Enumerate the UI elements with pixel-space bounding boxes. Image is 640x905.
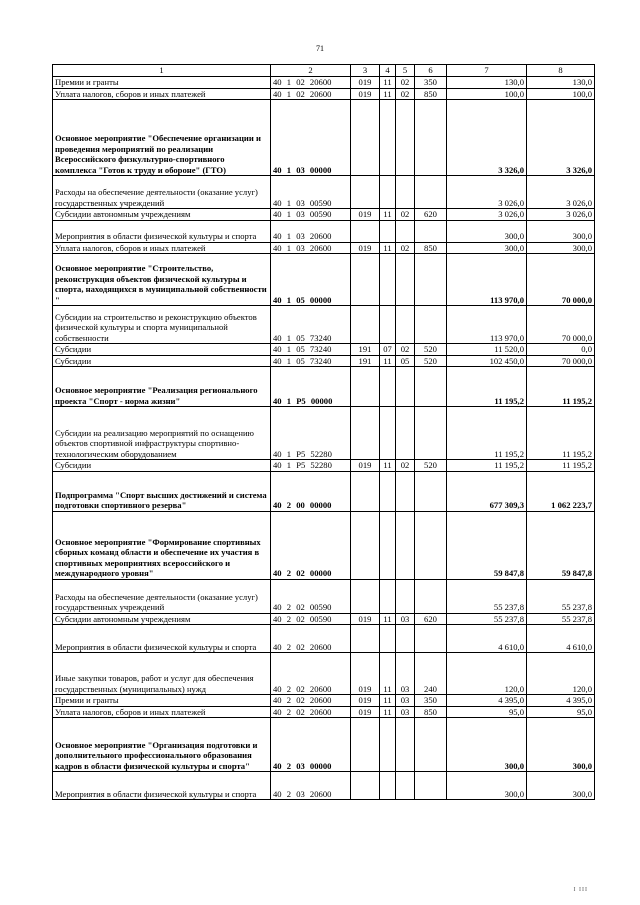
department-code: 019: [351, 706, 380, 718]
column-number: 7: [447, 65, 527, 77]
department-code: 019: [351, 653, 380, 695]
expense-type: 350: [415, 695, 447, 707]
expense-type: 620: [415, 209, 447, 221]
amount-col8: 55 237,8: [527, 579, 595, 613]
subsection-code: 02: [396, 344, 415, 356]
classification-code: 40 2 02 20600: [271, 653, 351, 695]
column-number: 5: [396, 65, 415, 77]
classification-code: 40 1 03 00590: [271, 209, 351, 221]
amount-col7: 55 237,8: [447, 579, 527, 613]
classification-code: 40 1 03 00000: [271, 100, 351, 176]
row-name: Мероприятия в области физической культуры и спорта: [53, 220, 271, 242]
amount-col7: 300,0: [447, 772, 527, 800]
amount-col7: 677 309,3: [447, 471, 527, 511]
amount-col8: 11 195,2: [527, 460, 595, 472]
subsection-code: [396, 407, 415, 460]
row-name: Субсидии на реализацию мероприятий по оснащению объектов спортивной инфраструктуры спортивно-технологическим оборудованием: [53, 407, 271, 460]
row-name: Уплата налогов, сборов и иных платежей: [53, 242, 271, 254]
amount-col8: 11 195,2: [527, 407, 595, 460]
section-code: [380, 579, 396, 613]
amount-col7: 113 970,0: [447, 254, 527, 306]
column-number: 8: [527, 65, 595, 77]
amount-col8: 55 237,8: [527, 613, 595, 625]
expense-type: [415, 718, 447, 772]
subsection-code: [396, 306, 415, 344]
amount-col8: 70 000,0: [527, 306, 595, 344]
table-row: [53, 460, 595, 472]
amount-col7: 4 610,0: [447, 625, 527, 653]
row-name: Субсидии: [53, 344, 271, 356]
subsection-code: 02: [396, 88, 415, 100]
section-code: [380, 100, 396, 176]
table-row: [53, 254, 595, 306]
section-code: [380, 220, 396, 242]
table-row: [53, 355, 595, 367]
classification-code: 40 1 P5 52280: [271, 407, 351, 460]
amount-col8: 3 326,0: [527, 100, 595, 176]
column-numbers-row: [53, 65, 595, 77]
amount-col7: 130,0: [447, 77, 527, 89]
table-row: [53, 306, 595, 344]
column-number: 2: [271, 65, 351, 77]
table-row: [53, 653, 595, 695]
subsection-code: 02: [396, 209, 415, 221]
amount-col8: 95,0: [527, 706, 595, 718]
amount-col7: 11 520,0: [447, 344, 527, 356]
expense-type: [415, 471, 447, 511]
department-code: 019: [351, 460, 380, 472]
department-code: [351, 176, 380, 209]
department-code: [351, 625, 380, 653]
department-code: [351, 100, 380, 176]
section-code: 11: [380, 653, 396, 695]
table-row: [53, 344, 595, 356]
classification-code: 40 2 02 20600: [271, 625, 351, 653]
table-row: [53, 220, 595, 242]
row-name: Мероприятия в области физической культуры и спорта: [53, 625, 271, 653]
section-code: [380, 306, 396, 344]
row-name: Премии и гранты: [53, 695, 271, 707]
expense-type: [415, 220, 447, 242]
department-code: 019: [351, 77, 380, 89]
expense-type: 850: [415, 706, 447, 718]
table-row: [53, 706, 595, 718]
table-row: [53, 367, 595, 407]
table-row: [53, 579, 595, 613]
amount-col7: 59 847,8: [447, 511, 527, 579]
section-code: [380, 511, 396, 579]
amount-col8: 59 847,8: [527, 511, 595, 579]
table-row: [53, 100, 595, 176]
amount-col8: 130,0: [527, 77, 595, 89]
table-row: [53, 88, 595, 100]
expense-type: 520: [415, 344, 447, 356]
subsection-code: [396, 718, 415, 772]
table-row: [53, 772, 595, 800]
subsection-code: [396, 625, 415, 653]
subsection-code: [396, 367, 415, 407]
amount-col8: 300,0: [527, 220, 595, 242]
table-row: [53, 77, 595, 89]
table-row: [53, 176, 595, 209]
amount-col8: 70 000,0: [527, 355, 595, 367]
amount-col7: 3 026,0: [447, 209, 527, 221]
amount-col7: 11 195,2: [447, 407, 527, 460]
subsection-code: [396, 511, 415, 579]
amount-col7: 102 450,0: [447, 355, 527, 367]
amount-col8: 3 026,0: [527, 176, 595, 209]
row-name: Подпрограмма "Спорт высших достижений и система подготовки спортивного резерва": [53, 471, 271, 511]
department-code: 019: [351, 209, 380, 221]
amount-col8: 300,0: [527, 772, 595, 800]
subsection-code: [396, 176, 415, 209]
row-name: Мероприятия в области физической культуры и спорта: [53, 772, 271, 800]
amount-col8: 100,0: [527, 88, 595, 100]
classification-code: 40 2 00 00000: [271, 471, 351, 511]
amount-col8: 300,0: [527, 718, 595, 772]
section-code: [380, 718, 396, 772]
classification-code: 40 1 05 73240: [271, 306, 351, 344]
expense-type: [415, 306, 447, 344]
classification-code: 40 1 02 20600: [271, 88, 351, 100]
section-code: [380, 254, 396, 306]
classification-code: 40 1 02 20600: [271, 77, 351, 89]
section-code: [380, 176, 396, 209]
department-code: 191: [351, 344, 380, 356]
row-name: Расходы на обеспечение деятельности (оказание услуг) государственных учреждений: [53, 176, 271, 209]
classification-code: 40 1 P5 00000: [271, 367, 351, 407]
amount-col8: 4 610,0: [527, 625, 595, 653]
department-code: [351, 579, 380, 613]
department-code: [351, 718, 380, 772]
amount-col7: 95,0: [447, 706, 527, 718]
budget-table: [52, 64, 595, 800]
section-code: 07: [380, 344, 396, 356]
column-number: 3: [351, 65, 380, 77]
row-name: Премии и гранты: [53, 77, 271, 89]
department-code: [351, 772, 380, 800]
amount-col8: 11 195,2: [527, 367, 595, 407]
row-name: Субсидии автономным учреждениям: [53, 613, 271, 625]
row-name: Основное мероприятие "Обеспечение организации и проведения мероприятий по реализации Всероссийского физкультурно-спортивного комплекса "Готов к труду и обороне" (ГТО): [53, 100, 271, 176]
section-code: 11: [380, 77, 396, 89]
department-code: [351, 407, 380, 460]
section-code: 11: [380, 706, 396, 718]
expense-type: [415, 625, 447, 653]
subsection-code: [396, 100, 415, 176]
expense-type: [415, 511, 447, 579]
expense-type: 850: [415, 242, 447, 254]
classification-code: 40 2 02 00590: [271, 613, 351, 625]
classification-code: 40 2 03 00000: [271, 718, 351, 772]
classification-code: 40 1 03 20600: [271, 220, 351, 242]
footer-mark: I III: [573, 887, 588, 893]
expense-type: [415, 407, 447, 460]
classification-code: 40 1 03 00590: [271, 176, 351, 209]
amount-col8: 1 062 223,7: [527, 471, 595, 511]
classification-code: 40 2 02 20600: [271, 695, 351, 707]
amount-col7: 100,0: [447, 88, 527, 100]
row-name: Субсидии: [53, 460, 271, 472]
expense-type: [415, 367, 447, 407]
expense-type: [415, 772, 447, 800]
amount-col7: 300,0: [447, 242, 527, 254]
amount-col7: 55 237,8: [447, 613, 527, 625]
expense-type: 520: [415, 460, 447, 472]
subsection-code: [396, 579, 415, 613]
row-name: Субсидии: [53, 355, 271, 367]
page-number: 71: [316, 44, 324, 53]
amount-col8: 4 395,0: [527, 695, 595, 707]
classification-code: 40 1 05 73240: [271, 344, 351, 356]
classification-code: 40 1 03 20600: [271, 242, 351, 254]
amount-col8: 3 026,0: [527, 209, 595, 221]
amount-col7: 300,0: [447, 718, 527, 772]
department-code: 019: [351, 242, 380, 254]
table-row: [53, 242, 595, 254]
amount-col8: 0,0: [527, 344, 595, 356]
expense-type: 240: [415, 653, 447, 695]
department-code: [351, 367, 380, 407]
classification-code: 40 2 03 20600: [271, 772, 351, 800]
section-code: 11: [380, 209, 396, 221]
amount-col7: 113 970,0: [447, 306, 527, 344]
amount-col8: 120,0: [527, 653, 595, 695]
section-code: 11: [380, 460, 396, 472]
row-name: Субсидии на строительство и реконструкцию объектов физической культуры и спорта муниципальной собственности: [53, 306, 271, 344]
department-code: [351, 471, 380, 511]
amount-col8: 300,0: [527, 242, 595, 254]
section-code: [380, 367, 396, 407]
classification-code: 40 2 02 00590: [271, 579, 351, 613]
table-row: [53, 625, 595, 653]
department-code: [351, 511, 380, 579]
expense-type: 350: [415, 77, 447, 89]
section-code: [380, 625, 396, 653]
classification-code: 40 1 05 00000: [271, 254, 351, 306]
department-code: 019: [351, 613, 380, 625]
section-code: 11: [380, 88, 396, 100]
table-row: [53, 471, 595, 511]
table-row: [53, 695, 595, 707]
row-name: Субсидии автономным учреждениям: [53, 209, 271, 221]
classification-code: 40 1 P5 52280: [271, 460, 351, 472]
table-body: [53, 77, 595, 800]
subsection-code: [396, 220, 415, 242]
subsection-code: [396, 471, 415, 511]
table-row: [53, 613, 595, 625]
subsection-code: 02: [396, 242, 415, 254]
section-code: 11: [380, 695, 396, 707]
expense-type: [415, 176, 447, 209]
classification-code: 40 1 05 73240: [271, 355, 351, 367]
section-code: 11: [380, 613, 396, 625]
amount-col7: 11 195,2: [447, 367, 527, 407]
section-code: 11: [380, 355, 396, 367]
amount-col7: 300,0: [447, 220, 527, 242]
table-row: [53, 511, 595, 579]
department-code: 019: [351, 88, 380, 100]
department-code: [351, 220, 380, 242]
row-name: Основное мероприятие "Реализация регионального проекта "Спорт - норма жизни": [53, 367, 271, 407]
amount-col7: 4 395,0: [447, 695, 527, 707]
section-code: [380, 471, 396, 511]
table-row: [53, 407, 595, 460]
row-name: Уплата налогов, сборов и иных платежей: [53, 706, 271, 718]
classification-code: 40 2 02 00000: [271, 511, 351, 579]
subsection-code: 03: [396, 653, 415, 695]
section-code: [380, 407, 396, 460]
classification-code: 40 2 02 20600: [271, 706, 351, 718]
subsection-code: 03: [396, 706, 415, 718]
section-code: [380, 772, 396, 800]
column-number: 1: [53, 65, 271, 77]
amount-col7: 3 026,0: [447, 176, 527, 209]
expense-type: [415, 100, 447, 176]
amount-col8: 70 000,0: [527, 254, 595, 306]
subsection-code: [396, 254, 415, 306]
row-name: Основное мероприятие "Строительство, реконструкция объектов физической культуры и спорта, находящихся в муниципальной собственности ": [53, 254, 271, 306]
subsection-code: [396, 772, 415, 800]
amount-col7: 120,0: [447, 653, 527, 695]
subsection-code: 05: [396, 355, 415, 367]
row-name: Расходы на обеспечение деятельности (оказание услуг) государственных учреждений: [53, 579, 271, 613]
column-number: 4: [380, 65, 396, 77]
department-code: 191: [351, 355, 380, 367]
subsection-code: 02: [396, 77, 415, 89]
section-code: 11: [380, 242, 396, 254]
row-name: Основное мероприятие "Организация подготовки и дополнительного профессионального образования кадров в области физической культуры и спорта": [53, 718, 271, 772]
expense-type: 520: [415, 355, 447, 367]
expense-type: [415, 254, 447, 306]
expense-type: 850: [415, 88, 447, 100]
table-row: [53, 718, 595, 772]
subsection-code: 03: [396, 695, 415, 707]
subsection-code: 03: [396, 613, 415, 625]
row-name: Уплата налогов, сборов и иных платежей: [53, 88, 271, 100]
table-row: [53, 209, 595, 221]
subsection-code: 02: [396, 460, 415, 472]
department-code: [351, 254, 380, 306]
amount-col7: 3 326,0: [447, 100, 527, 176]
amount-col7: 11 195,2: [447, 460, 527, 472]
department-code: 019: [351, 695, 380, 707]
department-code: [351, 306, 380, 344]
expense-type: 620: [415, 613, 447, 625]
row-name: Иные закупки товаров, работ и услуг для обеспечения государственных (муниципальных) нужд: [53, 653, 271, 695]
expense-type: [415, 579, 447, 613]
row-name: Основное мероприятие "Формирование спортивных сборных команд области и обеспечение их участия в спортивных мероприятиях всероссийского и международного уровня": [53, 511, 271, 579]
column-number: 6: [415, 65, 447, 77]
